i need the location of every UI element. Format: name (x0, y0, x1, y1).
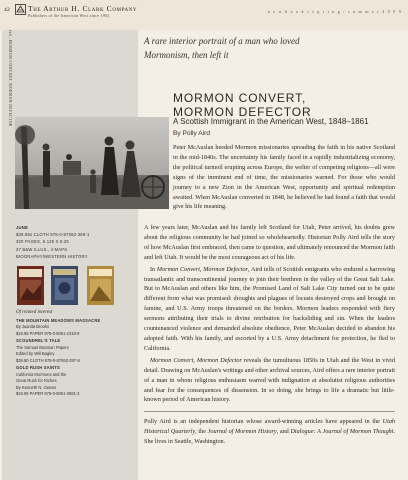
bio-sep-1: , the (195, 428, 208, 436)
p3-book-title: Mormon Convert, Mormon Defector (156, 265, 248, 273)
period-photo-image (15, 117, 169, 209)
related-titles (16, 310, 136, 398)
related-1-line-1: By Juanita Brooks (16, 324, 49, 329)
pull-quote: A rare interior portrait of a man who loved Mormonism, then left it (144, 36, 300, 60)
hero-photograph (15, 117, 169, 209)
related-heading: Of related interest (16, 310, 53, 315)
category: BIOGRAPHY/WESTERN HISTORY (16, 253, 88, 259)
bio-sep-2: , and (276, 428, 291, 436)
release-month: JUNE (16, 225, 28, 230)
company-tagline: Publishers of the American West since 1902 (28, 14, 110, 18)
description-paragraph-4 (144, 356, 395, 406)
p4-book-title: Mormon Convert, Mormon Defector (150, 356, 242, 364)
description-paragraph-2: A few years later, McAuslan and his family left Scotland for Utah, Peter arrived, his doubts grew about the religious community he had joined so wholeheartedly. Historian Polly Aird tells the story of how McAuslan first embraced, then came to question, and ultimately renounced the Mormon faith and left Utah. It would be the most courageous act of his life. (144, 224, 395, 261)
related-1-line-2: $19.95 PAPER 978-0-8061-2318-9 (16, 330, 80, 336)
related-2-line-3: $39.50 CLOTH 978-0-87062-287-8 (16, 357, 80, 363)
description-column-main (144, 223, 395, 449)
company-name: The Arthur H. Clark Company (28, 4, 138, 13)
bio-lead: Polly Aird is an independent historian whose award-winning articles have appeared in the (144, 418, 383, 426)
description-column-top (173, 143, 395, 214)
book-author: By Polly Aird (173, 130, 211, 137)
catalog-season: n e w b o o k s s p r i n g / s u m m e r 2 0 0 9 (267, 9, 402, 14)
related-3-line-4: $19.95 PAPER 978-0-8061-3681-3 (16, 391, 80, 396)
vertical-running-head-text: fall, MORMON CONVERT, MORMON DEFECTOR (8, 30, 12, 127)
cover-gold-rush-saints (87, 266, 114, 305)
description-paragraph-1: Peter McAuslan heeded Mormon missionaries spreading the faith in his native Scotland in the mid-1840s. The uncertainty his family faced in a rapidly industrializing economy, the political turmoil erupting across Europe, the welter of competing religions—all were signs of the imminent end of time, the missionaries warned. For those who would journey to a new Zion in the American West, opportunity and spiritual redemption awaited. When McAuslan converted in 1848, he believed he had found a faith that would give his life meaning. (173, 144, 395, 211)
related-2-line-2: Edited by Will Bagley (16, 351, 55, 356)
page-header (0, 0, 408, 30)
bio-journal-3: Dialogue: A Journal of Mormon Thought (290, 428, 394, 436)
p3-text: , Aird tells of Scottish emigrants who endured a harrowing transatlantic and transcontinental journey to join their brethren in the valley of the Great Salt Lake. But to McAuslan and others like him, the Promised Land of Salt Lake City turned out to be quite different from what was promised: droughts and plagues of locusts destroyed crops and brought on famine, and U.S. Army troops threatened on the borders. Mormon leaders responded with fiery sermons attributing their trials to divine retribution for backsliding and sin. When the leaders countenanced violence and demanded absolute obedience, Peter McAuslan decided to abandon his adopted faith. With his family, and escorted by a U.S. Army detachment for protection, he fled to California. (144, 265, 395, 352)
related-3-line-2: Great Rush for Riches (16, 378, 57, 383)
related-book-covers (17, 266, 135, 306)
page-count: 320 PAGES, 6.125 X 9.25 (16, 239, 69, 245)
bio-journal-2: Journal of Mormon History (207, 428, 277, 436)
related-title-2: SCOUNDREL'S TALE (16, 338, 61, 343)
description-paragraph-3 (144, 265, 395, 354)
p3-lead: In (150, 265, 157, 273)
vertical-running-head (2, 30, 14, 130)
cover-scoundrels-tale (51, 266, 78, 305)
cover-mountain-meadows (17, 266, 44, 305)
book-subtitle: A Scottish Immigrant in the American West, 1848–1861 (173, 117, 369, 126)
page-number: 42 (4, 7, 11, 13)
author-bio (144, 411, 395, 447)
p4-text: reveals the tumultuous 1850s in Utah and the West in vivid detail. Drawing on McAuslan's writings and other archival sources, Aird offers a rare interior portrait of a man in whom religious enthusiasm warred with indignation at absolutist religious authorities and fear for the consequences of dissension. In so doing, she brings to life a dramatic but little-known period of American history. (144, 356, 395, 404)
company-logo-icon (15, 4, 26, 15)
book-title-line-1: MORMON CONVERT, (173, 91, 307, 105)
related-title-1: THE MOUNTAIN MEADOWS MASSACRE (16, 317, 101, 323)
bio-end: . She lives in Seattle, Washington. (144, 428, 396, 446)
illustrations: 27 B&W ILLUS., 4 MAPS (16, 246, 68, 252)
book-title (173, 92, 312, 119)
book-title-line-2: MORMON DEFECTOR (173, 104, 312, 119)
related-2-line-1: The Samuel Brannan Papers (16, 344, 69, 350)
related-3-line-3: By Kenneth N. Owens (16, 384, 57, 390)
book-details (16, 224, 134, 260)
related-3-line-1: California Mormons and the (16, 371, 67, 377)
related-title-3: GOLD RUSH SAINTS (16, 365, 60, 370)
bio-journal-1: Utah Historical Quarterly (144, 418, 395, 436)
price-isbn: $39.95s CLOTH 978-0-87062-369-1 (16, 232, 90, 238)
